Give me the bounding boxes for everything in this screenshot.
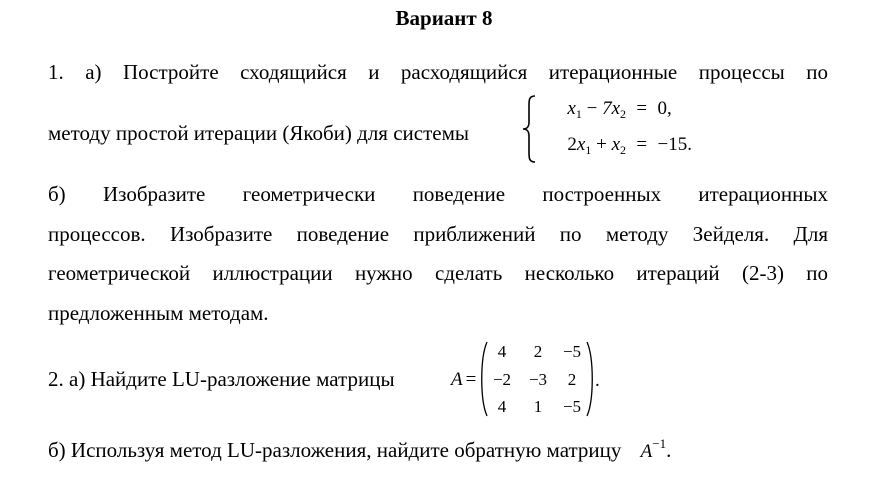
- matrix-cell: −3: [528, 370, 548, 389]
- matrix-cell: 2: [533, 342, 543, 361]
- matrix-cell: −2: [492, 370, 512, 389]
- equation-2-lhs: $2x_1 + x_2$: [567, 134, 626, 157]
- matrix-cell: −5: [562, 397, 582, 416]
- task1-a-line2: методу простой итерации (Якоби) для системы: [48, 121, 469, 145]
- matrix-label: [451, 369, 476, 391]
- task2-b-line: [48, 432, 848, 464]
- task1-b-line3: геометрической иллюстрации нужно сделать несколько итераций (2-3) по: [48, 261, 828, 285]
- inverse-end-dot: .: [666, 438, 672, 462]
- task2-b-text: б) Используя метод LU-разложения, найдите обратную матрицу: [48, 438, 622, 462]
- variant-title: Вариант 8: [395, 6, 493, 30]
- equation-1-lhs: $x_1 - 7x_2$: [567, 98, 626, 121]
- left-brace-icon: [520, 94, 538, 164]
- matrix-end-dot: .: [595, 370, 600, 391]
- task2-a-text: 2. а) Найдите LU-разложение матрицы: [48, 367, 395, 391]
- matrix-cell: 4: [497, 397, 507, 416]
- equation-2: [540, 134, 692, 158]
- equation-1-rhs: 0,: [657, 98, 672, 119]
- matrix-equals: =: [465, 369, 477, 390]
- inverse-matrix: [640, 436, 667, 462]
- equation-1: [540, 98, 672, 122]
- matrix-cell: −5: [562, 342, 582, 361]
- equation-2-rhs: −15.: [657, 134, 692, 155]
- matrix-name: A: [451, 369, 463, 390]
- inverse-exponent: −1: [652, 436, 667, 451]
- task1-b-line4: предложенным методам.: [48, 301, 269, 325]
- matrix-cell: 1: [533, 397, 543, 416]
- task1-a-line1: 1. а) Постройте сходящийся и расходящийся итерационные процессы по: [48, 60, 828, 84]
- task1-b-line2: процессов. Изобразите поведение приближений по методу Зейделя. Для: [48, 222, 828, 246]
- task1-b-line1: б) Изобразите геометрически поведение построенных итерационных: [48, 182, 828, 206]
- matrix-cell: 4: [497, 342, 507, 361]
- equation-2-eq: =: [636, 134, 648, 155]
- right-paren-icon: [585, 340, 595, 418]
- equation-1-eq: =: [636, 98, 648, 119]
- equation-system: [520, 94, 720, 164]
- inverse-base: A: [640, 441, 653, 462]
- matrix-cell: 2: [567, 370, 577, 389]
- matrix-a: [451, 340, 611, 418]
